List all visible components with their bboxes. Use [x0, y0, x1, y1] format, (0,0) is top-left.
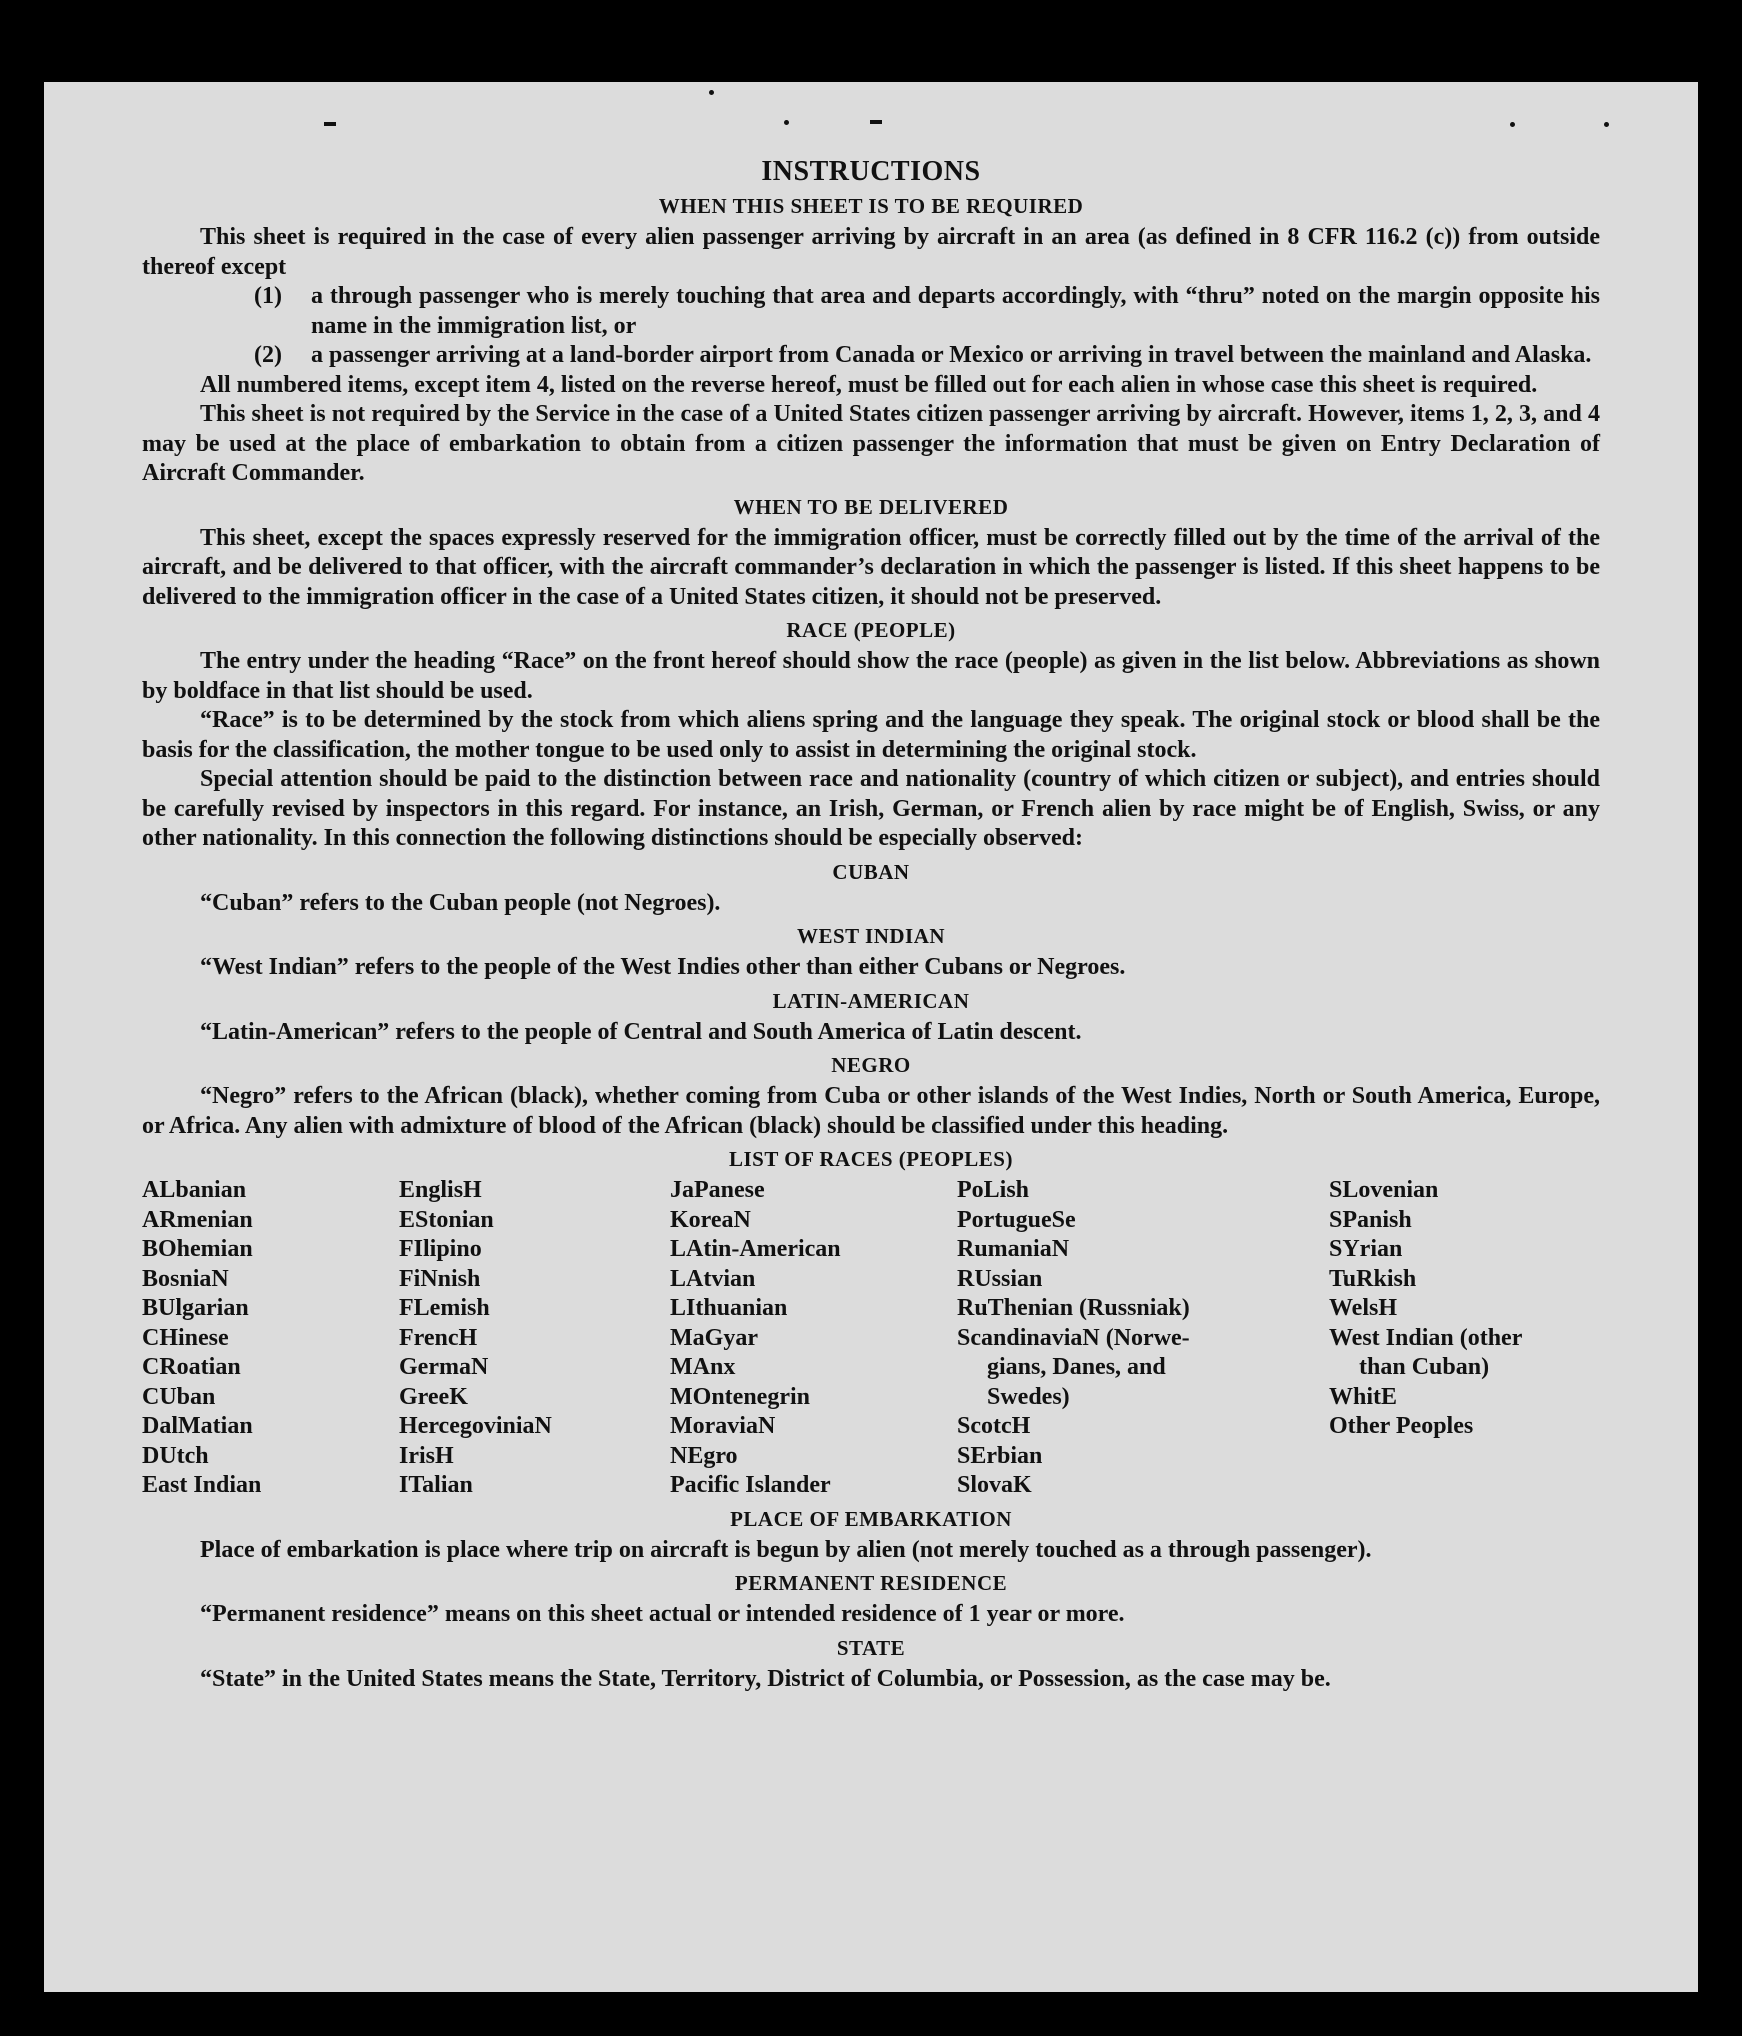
race-entry: NEgro: [670, 1442, 738, 1469]
race-entry: TuRkish: [1329, 1265, 1417, 1292]
heading-west-indian: WEST INDIAN: [796, 924, 946, 948]
race-entry: LIthuanian: [670, 1295, 788, 1321]
race-entry: LAtin-American: [670, 1236, 841, 1262]
race-entry: DalMatian: [142, 1413, 253, 1439]
race-entry: CUban: [142, 1383, 216, 1410]
item-text: a through passenger who is merely touching that area and departs accordingly, with “thru” noted on the margin opposite his name in the immigration list, or: [311, 283, 1600, 339]
heading-negro: NEGRO: [831, 1053, 911, 1077]
speck: [870, 120, 882, 124]
item-number: (1): [254, 283, 282, 309]
race-entry: Swedes): [987, 1383, 1070, 1410]
race-entry: BUlgarian: [142, 1295, 249, 1321]
race-entry: BosniaN: [142, 1265, 229, 1292]
heading-list-of-races: LIST OF RACES (PEOPLES): [729, 1147, 1013, 1171]
race-entry: ScotcH: [957, 1413, 1031, 1439]
race-entry: gians, Danes, and: [987, 1354, 1166, 1380]
race-entry: West Indian (other: [1329, 1324, 1523, 1351]
race-entry: HercegoviniaN: [399, 1413, 552, 1439]
races-list: [142, 1176, 1600, 1501]
race-entry: GreeK: [399, 1383, 468, 1410]
race-entry: RumaniaN: [957, 1236, 1070, 1262]
speck: [784, 120, 789, 125]
race-entry: LAtvian: [670, 1265, 756, 1292]
race-entry: WhitE: [1329, 1383, 1398, 1410]
race-entry: SLovenian: [1329, 1177, 1439, 1203]
race-entry: GermaN: [399, 1354, 489, 1380]
definition: “Cuban” refers to the Cuban people (not Negroes).: [200, 889, 721, 916]
heading-state: STATE: [836, 1635, 906, 1660]
race-entry: SPanish: [1329, 1206, 1412, 1233]
definition: “West Indian” refers to the people of the West Indies other than either Cubans or Negroes.: [200, 954, 1126, 980]
race-entry: KoreaN: [670, 1206, 751, 1233]
document-page: [44, 82, 1698, 1992]
race-entry: FrencH: [399, 1324, 478, 1351]
race-entry: FiNnish: [399, 1265, 481, 1292]
paragraph: This sheet, except the spaces expressly reserved for the immigration officer, must be correctly filled out by the time of the arrival of the aircraft, and be delivered to that officer, with the aircraft commander’s declaration in which the passenger is listed. If this sheet happens to be delivered to the immigration officer in the case of a United States citizen, it should not be preserved.: [142, 524, 1600, 610]
definition: “Permanent residence” means on this sheet actual or intended residence of 1 year or more.: [200, 1601, 1125, 1627]
paragraph: The entry under the heading “Race” on the front hereof should show the race (people) as given in the list below. Abbreviations as shown by boldface in that list should be used.: [142, 648, 1600, 704]
definition: “Latin-American” refers to the people of Central and South America of Latin descent.: [200, 1018, 1082, 1045]
list-item: [254, 282, 1600, 341]
heading-cuban: CUBAN: [832, 859, 910, 884]
definition: “State” in the United States means the State, Territory, District of Columbia, or Possession, as the case may be.: [200, 1665, 1331, 1692]
race-entry: ARmenian: [142, 1206, 253, 1233]
speck: [1604, 122, 1609, 127]
race-entry: MAnx: [670, 1354, 736, 1380]
paragraph: All numbered items, except item 4, listed on the reverse hereof, must be filled out for each alien in whose case this sheet is required.: [200, 371, 1538, 398]
definition: Place of embarkation is place where trip on aircraft is begun by alien (not merely touched as a through passenger).: [200, 1536, 1372, 1563]
race-entry: EnglisH: [399, 1177, 482, 1203]
race-entry: East Indian: [142, 1472, 262, 1498]
race-entry: SYrian: [1329, 1236, 1403, 1262]
race-entry: JaPanese: [670, 1177, 765, 1203]
paragraph: This sheet is not required by the Service in the case of a United States citizen passenger arriving by aircraft. However, items 1, 2, 3, and 4 may be used at the place of embarkation to obtain from a citizen passenger the information that must be given on Entry Declaration of Aircraft Commander.: [142, 401, 1600, 486]
race-entry: CRoatian: [142, 1354, 241, 1380]
race-entry: MoraviaN: [670, 1413, 776, 1439]
race-entry: ALbanian: [142, 1177, 247, 1203]
paragraph: “Race” is to be determined by the stock from which aliens spring and the language they speak. The original stock or blood shall be the basis for the classification, the mother tongue to be used only to assist in determining the original stock.: [142, 707, 1600, 763]
race-entry: PortugueSe: [957, 1206, 1076, 1233]
race-entry: RuThenian (Russniak): [957, 1295, 1190, 1321]
race-entry: MOntenegrin: [670, 1383, 810, 1410]
race-entry: FIlipino: [399, 1236, 482, 1262]
speck: [709, 90, 714, 95]
race-entry: WelsH: [1329, 1295, 1398, 1321]
race-entry: RUssian: [957, 1265, 1043, 1292]
race-entry: SlovaK: [957, 1472, 1032, 1498]
definition: “Negro” refers to the African (black), whether coming from Cuba or other islands of the West Indies, North or South America, Europe, or Africa. Any alien with admixture of blood of the African (black) should be classified under this heading.: [142, 1083, 1600, 1139]
race-entry: Other Peoples: [1329, 1413, 1474, 1439]
race-entry: FLemish: [399, 1295, 490, 1321]
races-column: [670, 1176, 957, 1501]
item-text: a passenger arriving at a land-border airport from Canada or Mexico or arriving in travel between the mainland and Alaska.: [311, 342, 1592, 368]
heading-latin-american: LATIN-AMERICAN: [772, 988, 970, 1013]
race-entry: SErbian: [957, 1442, 1043, 1469]
paragraph: Special attention should be paid to the distinction between race and nationality (country of which citizen or subject), and entries should be carefully revised by inspectors in this regard. For instance, an Irish, German, or French alien by race might be of English, Swiss, or any other nationality. In this connection the following distinctions should be especially observed:: [142, 766, 1600, 851]
race-entry: Pacific Islander: [670, 1472, 831, 1498]
race-entry: EStonian: [399, 1206, 494, 1233]
heading-race: RACE (PEOPLE): [786, 618, 956, 642]
race-entry: ITalian: [399, 1472, 473, 1498]
speck: [324, 122, 336, 126]
race-entry: ScandinaviaN (Norwe-: [957, 1324, 1190, 1351]
paragraph: This sheet is required in the case of every alien passenger arriving by aircraft in an area (as defined in 8 CFR 116.2 (c)) from outside thereof except: [142, 224, 1600, 280]
races-column: [399, 1176, 670, 1501]
race-entry: MaGyar: [670, 1324, 758, 1351]
list-item: [254, 341, 1600, 371]
race-entry: than Cuban): [1359, 1354, 1490, 1380]
heading-permanent-residence: PERMANENT RESIDENCE: [734, 1571, 1008, 1595]
heading-when-required: WHEN THIS SHEET IS TO BE REQUIRED: [658, 194, 1084, 218]
race-entry: CHinese: [142, 1324, 229, 1351]
race-entry: IrisH: [399, 1442, 454, 1469]
item-number: (2): [254, 342, 282, 368]
heading-embarkation: PLACE OF EMBARKATION: [730, 1506, 1012, 1531]
speck: [1510, 122, 1515, 127]
races-column: [1329, 1176, 1596, 1501]
heading-when-delivered: WHEN TO BE DELIVERED: [733, 494, 1009, 519]
races-column: [142, 1176, 399, 1501]
race-entry: PoLish: [957, 1177, 1030, 1203]
race-entry: BOhemian: [142, 1236, 253, 1262]
document-title: INSTRUCTIONS: [761, 156, 981, 187]
races-column: [957, 1176, 1329, 1501]
race-entry: DUtch: [142, 1442, 209, 1469]
